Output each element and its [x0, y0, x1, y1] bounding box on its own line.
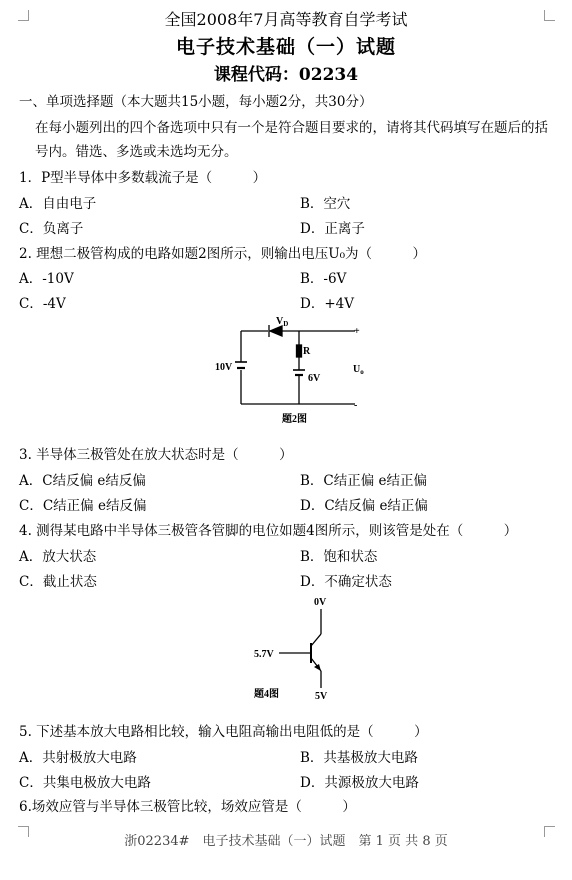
question-4-option-b: B．饱和状态: [300, 549, 378, 565]
resistor-label: R: [303, 346, 311, 357]
question-3-option-a: A．C结反偏 e结反偏: [19, 473, 146, 489]
base-voltage: 5.7V: [254, 649, 274, 660]
question-1-option-a: A．自由电子: [19, 196, 97, 212]
question-2-option-d: D．+4V: [300, 296, 354, 312]
question-2-option-a: A．-10V: [19, 271, 74, 287]
figure-4-caption: 题4图: [254, 689, 279, 700]
section-title: 一、单项选择题（本大题共15小题，每小题2分，共30分）: [19, 94, 373, 110]
question-3-option-d: D．C结反偏 e结正偏: [300, 498, 428, 514]
question-4-option-d: D．不确定状态: [300, 574, 392, 590]
battery-6v-label: 6V: [308, 373, 321, 384]
question-1-option-d: D．正离子: [300, 221, 365, 237]
question-3-option-c: C．C结正偏 e结反偏: [19, 498, 147, 514]
figure-2-circuit: [210, 312, 380, 427]
question-1-stem: 1．P型半导体中多数载流子是（ ）: [19, 170, 267, 186]
diode-symbol: [270, 326, 282, 336]
figure-4-transistor: [245, 594, 345, 704]
question-5-stem: 5. 下述基本放大电路相比较，输入电阻高输出电阻低的是（ ）: [19, 724, 428, 740]
output-label: $U_o$: [353, 364, 364, 376]
question-1-option-b: B．空穴: [300, 196, 351, 212]
question-5-option-a: A．共射极放大电路: [19, 750, 137, 766]
question-2-option-b: B．-6V: [300, 271, 347, 287]
question-1-option-c: C．负离子: [19, 221, 84, 237]
course-code: 课程代码：02234: [213, 65, 359, 85]
question-2-option-c: C．-4V: [19, 296, 66, 312]
question-4-stem: 4. 测得某电路中半导体三极管各管脚的电位如题4图所示，则该管是处在（ ）: [19, 523, 518, 539]
source-label: 10V: [215, 362, 233, 373]
emitter-voltage: 5V: [315, 691, 328, 702]
diode-label: $V_D$: [276, 316, 289, 328]
collector-voltage: 0V: [314, 597, 327, 608]
question-3-stem: 3. 半导体三极管处在放大状态时是（ ）: [19, 447, 293, 463]
output-minus: -: [354, 400, 358, 411]
question-2-stem: 2. 理想二极管构成的电路如题2图所示，则输出电压U₀为（ ）: [19, 246, 427, 262]
question-5-option-d: D．共源极放大电路: [300, 775, 419, 791]
output-plus: +: [354, 326, 360, 337]
exam-title: 全国2008年7月高等教育自学考试: [164, 10, 408, 29]
question-5-option-b: B．共基极放大电路: [300, 750, 418, 766]
subject-title: 电子技术基础（一）试题: [175, 36, 396, 58]
question-4-option-c: C．截止状态: [19, 574, 97, 590]
question-3-option-b: B．C结正偏 e结正偏: [300, 473, 428, 489]
figure-2-caption: 题2图: [282, 414, 307, 425]
emitter-arrow: [314, 664, 321, 671]
instructions-line-1: 在每小题列出的四个备选项中只有一个是符合题目要求的，请将其代码填写在题后的括: [35, 120, 548, 136]
question-4-option-a: A．放大状态: [19, 549, 97, 565]
resistor-r: [297, 345, 302, 357]
question-6-stem: 6.场效应管与半导体三极管比较，场效应管是（ ）: [19, 799, 356, 815]
instructions-line-2: 号内。错选、多选或未选均无分。: [35, 144, 238, 160]
page-footer: 浙02234# 电子技术基础（一）试题 第 1 页 共 8 页: [124, 834, 448, 849]
question-5-option-c: C．共集电极放大电路: [19, 775, 151, 791]
